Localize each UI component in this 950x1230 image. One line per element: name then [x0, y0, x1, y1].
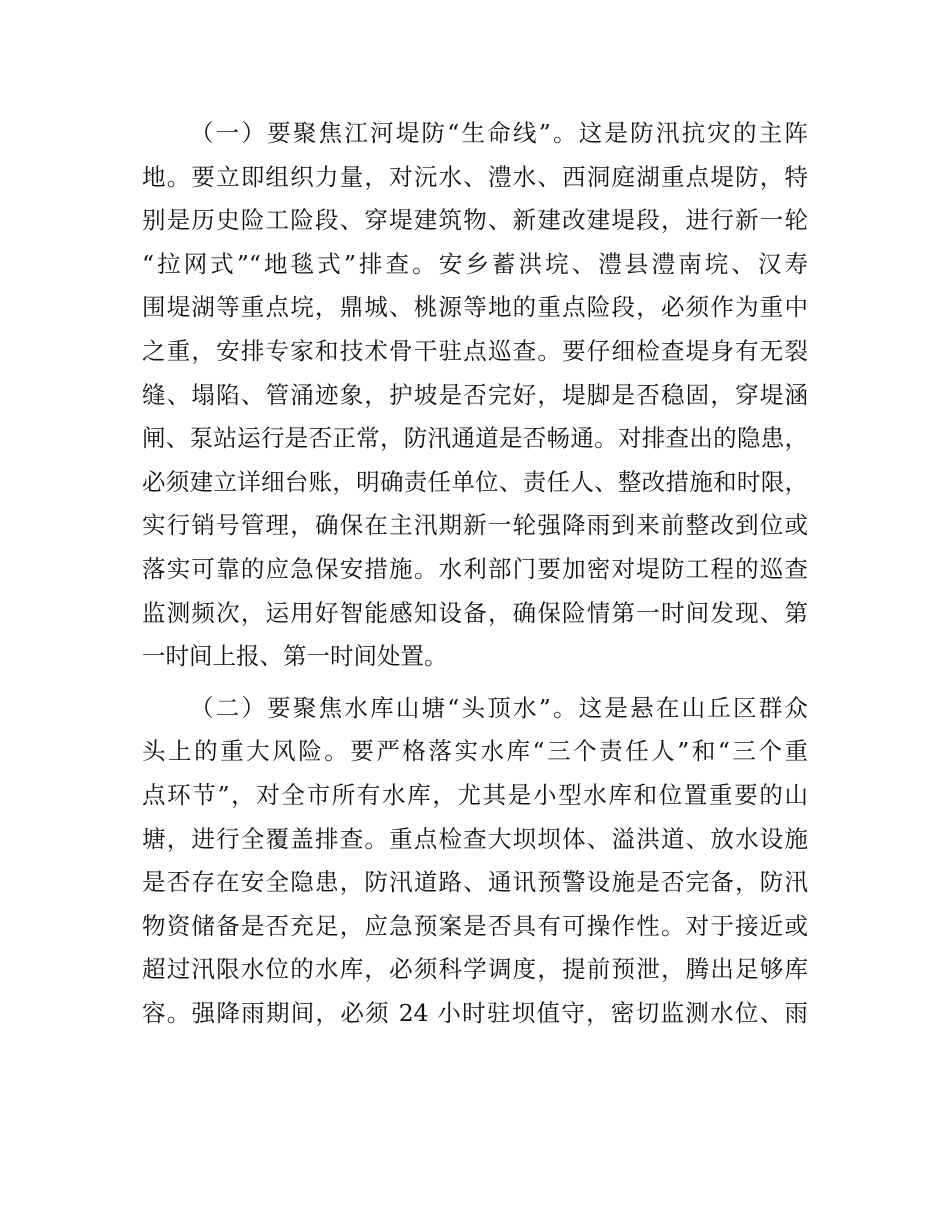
- paragraph-line: 监测频次，运用好智能感知设备，确保险情第一时间发现、第: [142, 598, 808, 627]
- paragraph-line: 塘，进行全覆盖排查。重点检查大坝坝体、溢洪道、放水设施: [142, 824, 808, 853]
- paragraph-line: 一时间上报、第一时间处置。: [142, 642, 448, 671]
- paragraph-dike-lifeline: [142, 112, 808, 679]
- paragraph-line: 别是历史险工险段、穿堤建筑物、新建改建堤段，进行新一轮: [142, 206, 808, 235]
- document-body: [142, 112, 808, 1035]
- paragraph-reservoir-overhead-water: [142, 687, 808, 1036]
- paragraph-line: 容。强降雨期间，必须 24 小时驻坝值守，密切监测水位、雨: [142, 998, 808, 1027]
- paragraph-line: 围堤湖等重点垸，鼎城、桃源等地的重点险段，必须作为重中: [142, 293, 808, 322]
- paragraph-line: 物资储备是否充足，应急预案是否具有可操作性。对于接近或: [142, 911, 808, 940]
- paragraph-line: 头上的重大风险。要严格落实水库“三个责任人”和“三个重: [142, 737, 808, 766]
- paragraph-line: （二）要聚焦水库山塘“头顶水”。这是悬在山丘区群众: [190, 693, 808, 722]
- paragraph-gap: [142, 679, 808, 687]
- paragraph-line: 超过汛限水位的水库，必须科学调度，提前预泄，腾出足够库: [142, 955, 808, 984]
- paragraph-line: 是否存在安全隐患，防汛道路、通讯预警设施是否完备，防汛: [142, 868, 808, 897]
- paragraph-line: 实行销号管理，确保在主汛期新一轮强降雨到来前整改到位或: [142, 511, 808, 540]
- paragraph-line: 落实可靠的应急保安措施。水利部门要加密对堤防工程的巡查: [142, 554, 808, 583]
- paragraph-line: （一）要聚焦江河堤防“生命线”。这是防汛抗灾的主阵: [190, 119, 808, 147]
- paragraph-line: 地。要立即组织力量，对沅水、澧水、西洞庭湖重点堤防，特: [142, 162, 808, 191]
- paragraph-line: “拉网式”“地毯式”排查。安乡蓄洪垸、澧县澧南垸、汉寿: [142, 249, 808, 278]
- paragraph-line: 之重，安排专家和技术骨干驻点巡查。要仔细检查堤身有无裂: [142, 336, 808, 365]
- paragraph-line: 缝、塌陷、管涌迹象，护坡是否完好，堤脚是否稳固，穿堤涵: [142, 380, 808, 409]
- paragraph-line: 点环节”，对全市所有水库，尤其是小型水库和位置重要的山: [142, 780, 808, 809]
- paragraph-line: 闸、泵站运行是否正常，防汛通道是否畅通。对排查出的隐患，: [142, 424, 808, 453]
- paragraph-line: 必须建立详细台账，明确责任单位、责任人、整改措施和时限，: [142, 467, 808, 496]
